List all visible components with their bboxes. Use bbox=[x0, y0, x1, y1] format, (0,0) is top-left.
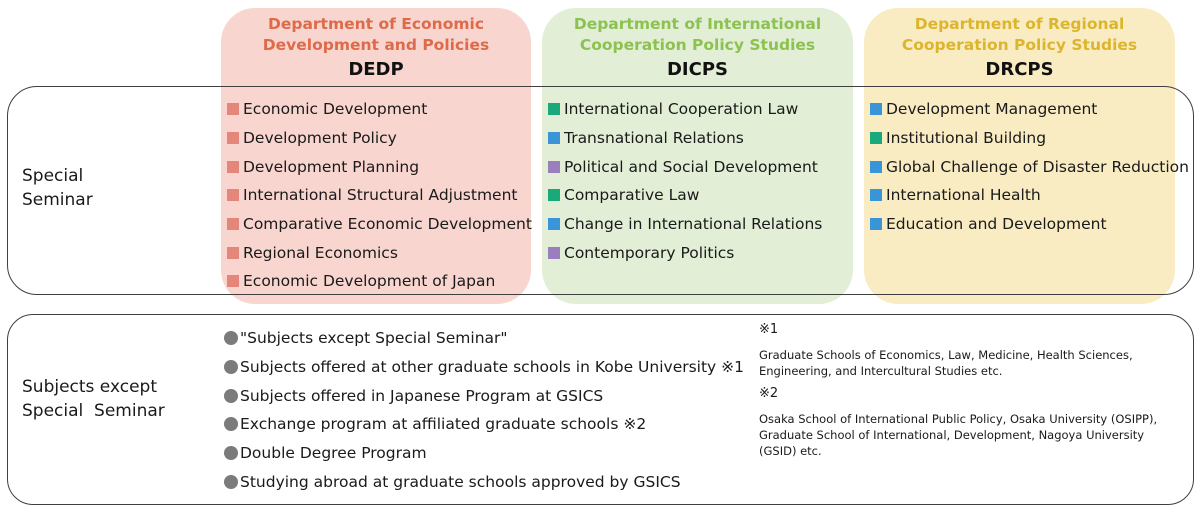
list-item bbox=[224, 410, 744, 439]
department-title bbox=[542, 14, 853, 56]
subject-label: Comparative Economic Development bbox=[243, 215, 532, 234]
department-title-line-1: Department of Economic bbox=[267, 15, 485, 33]
row-label-line-2: Seminar bbox=[22, 190, 93, 210]
department-abbr: DICPS bbox=[666, 59, 728, 80]
subject-label: Contemporary Politics bbox=[564, 243, 735, 262]
subject-label: Development Policy bbox=[243, 129, 397, 148]
list-item bbox=[870, 210, 1189, 239]
square-bullet-icon bbox=[870, 189, 882, 201]
square-bullet-icon bbox=[227, 247, 239, 259]
square-bullet-icon bbox=[548, 189, 560, 201]
square-bullet-icon bbox=[548, 103, 560, 115]
subject-label: Institutional Building bbox=[886, 129, 1047, 148]
dedp-subject-list bbox=[227, 95, 532, 296]
list-item bbox=[870, 152, 1189, 181]
subject-label: Economic Development bbox=[243, 100, 428, 119]
list-item bbox=[548, 152, 822, 181]
footnote-2-mark: ※2 bbox=[759, 386, 779, 401]
square-bullet-icon bbox=[548, 247, 560, 259]
department-title-line-1: Department of International bbox=[573, 15, 822, 33]
square-bullet-icon bbox=[227, 189, 239, 201]
square-bullet-icon bbox=[227, 103, 239, 115]
subject-label: Global Challenge of Disaster Reduction bbox=[886, 157, 1189, 176]
list-item bbox=[227, 238, 532, 267]
subject-label: Development Planning bbox=[243, 157, 420, 176]
row-label-line-2: Special Seminar bbox=[22, 401, 165, 421]
circle-bullet-icon bbox=[224, 475, 238, 489]
square-bullet-icon bbox=[870, 132, 882, 144]
dicps-subject-list bbox=[548, 95, 822, 267]
subject-label: Regional Economics bbox=[243, 243, 398, 262]
department-abbr: DEDP bbox=[348, 59, 404, 80]
department-title-line-2: Cooperation Policy Studies bbox=[579, 36, 816, 54]
subject-label: Transnational Relations bbox=[564, 129, 744, 148]
circle-bullet-icon bbox=[224, 389, 238, 403]
subject-label: Studying abroad at graduate schools approved by GSICS bbox=[240, 472, 681, 491]
footnote-line: (GSID) etc. bbox=[759, 444, 822, 458]
subject-label: International Health bbox=[886, 186, 1041, 205]
square-bullet-icon bbox=[870, 103, 882, 115]
list-item bbox=[224, 381, 744, 410]
department-title-line-1: Department of Regional bbox=[914, 15, 1125, 33]
list-item bbox=[227, 95, 532, 124]
list-item bbox=[227, 210, 532, 239]
list-item bbox=[548, 124, 822, 153]
square-bullet-icon bbox=[870, 218, 882, 230]
list-item bbox=[870, 95, 1189, 124]
subject-label: International Cooperation Law bbox=[564, 100, 799, 119]
list-item bbox=[548, 95, 822, 124]
circle-bullet-icon bbox=[224, 446, 238, 460]
subject-label: "Subjects except Special Seminar" bbox=[240, 329, 508, 348]
square-bullet-icon bbox=[227, 218, 239, 230]
footnote-1-mark: ※1 bbox=[759, 322, 779, 337]
list-item bbox=[548, 181, 822, 210]
department-title bbox=[864, 14, 1175, 56]
drcps-subject-list bbox=[870, 95, 1189, 238]
subject-label: Subjects offered at other graduate schools in Kobe University ※1 bbox=[240, 358, 745, 377]
row-label-line-1: Special bbox=[22, 166, 84, 186]
row-label-line-1: Subjects except bbox=[22, 377, 157, 397]
circle-bullet-icon bbox=[224, 331, 238, 345]
department-title-line-2: Cooperation Policy Studies bbox=[901, 36, 1138, 54]
square-bullet-icon bbox=[548, 132, 560, 144]
list-item bbox=[224, 353, 744, 382]
list-item bbox=[227, 124, 532, 153]
square-bullet-icon bbox=[548, 161, 560, 173]
square-bullet-icon bbox=[870, 161, 882, 173]
subject-label: Education and Development bbox=[886, 215, 1107, 234]
list-item bbox=[548, 210, 822, 239]
department-title bbox=[221, 14, 531, 56]
square-bullet-icon bbox=[227, 275, 239, 287]
subject-label: Comparative Law bbox=[564, 186, 700, 205]
footnote-2-text bbox=[759, 411, 1184, 459]
list-item bbox=[224, 467, 744, 496]
subject-label: International Structural Adjustment bbox=[243, 186, 518, 205]
special-seminar-label bbox=[22, 164, 172, 212]
list-item bbox=[227, 181, 532, 210]
circle-bullet-icon bbox=[224, 417, 238, 431]
subjects-except-label bbox=[22, 375, 202, 423]
square-bullet-icon bbox=[227, 161, 239, 173]
footnote-line: Graduate School of International, Development, Nagoya University bbox=[759, 428, 1145, 442]
footnote-line: Osaka School of International Public Policy, Osaka University (OSIPP), bbox=[759, 412, 1158, 426]
subject-label: Exchange program at affiliated graduate schools ※2 bbox=[240, 415, 647, 434]
circle-bullet-icon bbox=[224, 360, 238, 374]
list-item bbox=[870, 181, 1189, 210]
footnote-1-text bbox=[759, 347, 1179, 379]
list-item bbox=[224, 324, 744, 353]
footnote-line: Graduate Schools of Economics, Law, Medicine, Health Sciences, bbox=[759, 348, 1133, 362]
footnote-line: Engineering, and Intercultural Studies etc. bbox=[759, 364, 1003, 378]
square-bullet-icon bbox=[548, 218, 560, 230]
list-item bbox=[548, 238, 822, 267]
subject-label: Subjects offered in Japanese Program at GSICS bbox=[240, 386, 604, 405]
subject-label: Economic Development of Japan bbox=[243, 272, 496, 291]
list-item bbox=[227, 152, 532, 181]
subjects-except-list bbox=[224, 324, 744, 496]
department-title-line-2: Development and Policies bbox=[262, 36, 490, 54]
subject-label: Development Management bbox=[886, 100, 1098, 119]
square-bullet-icon bbox=[227, 132, 239, 144]
subject-label: Political and Social Development bbox=[564, 157, 818, 176]
subject-label: Change in International Relations bbox=[564, 215, 823, 234]
department-abbr: DRCPS bbox=[985, 59, 1054, 80]
subject-label: Double Degree Program bbox=[240, 444, 427, 463]
list-item bbox=[227, 267, 532, 296]
list-item bbox=[224, 439, 744, 468]
list-item bbox=[870, 124, 1189, 153]
